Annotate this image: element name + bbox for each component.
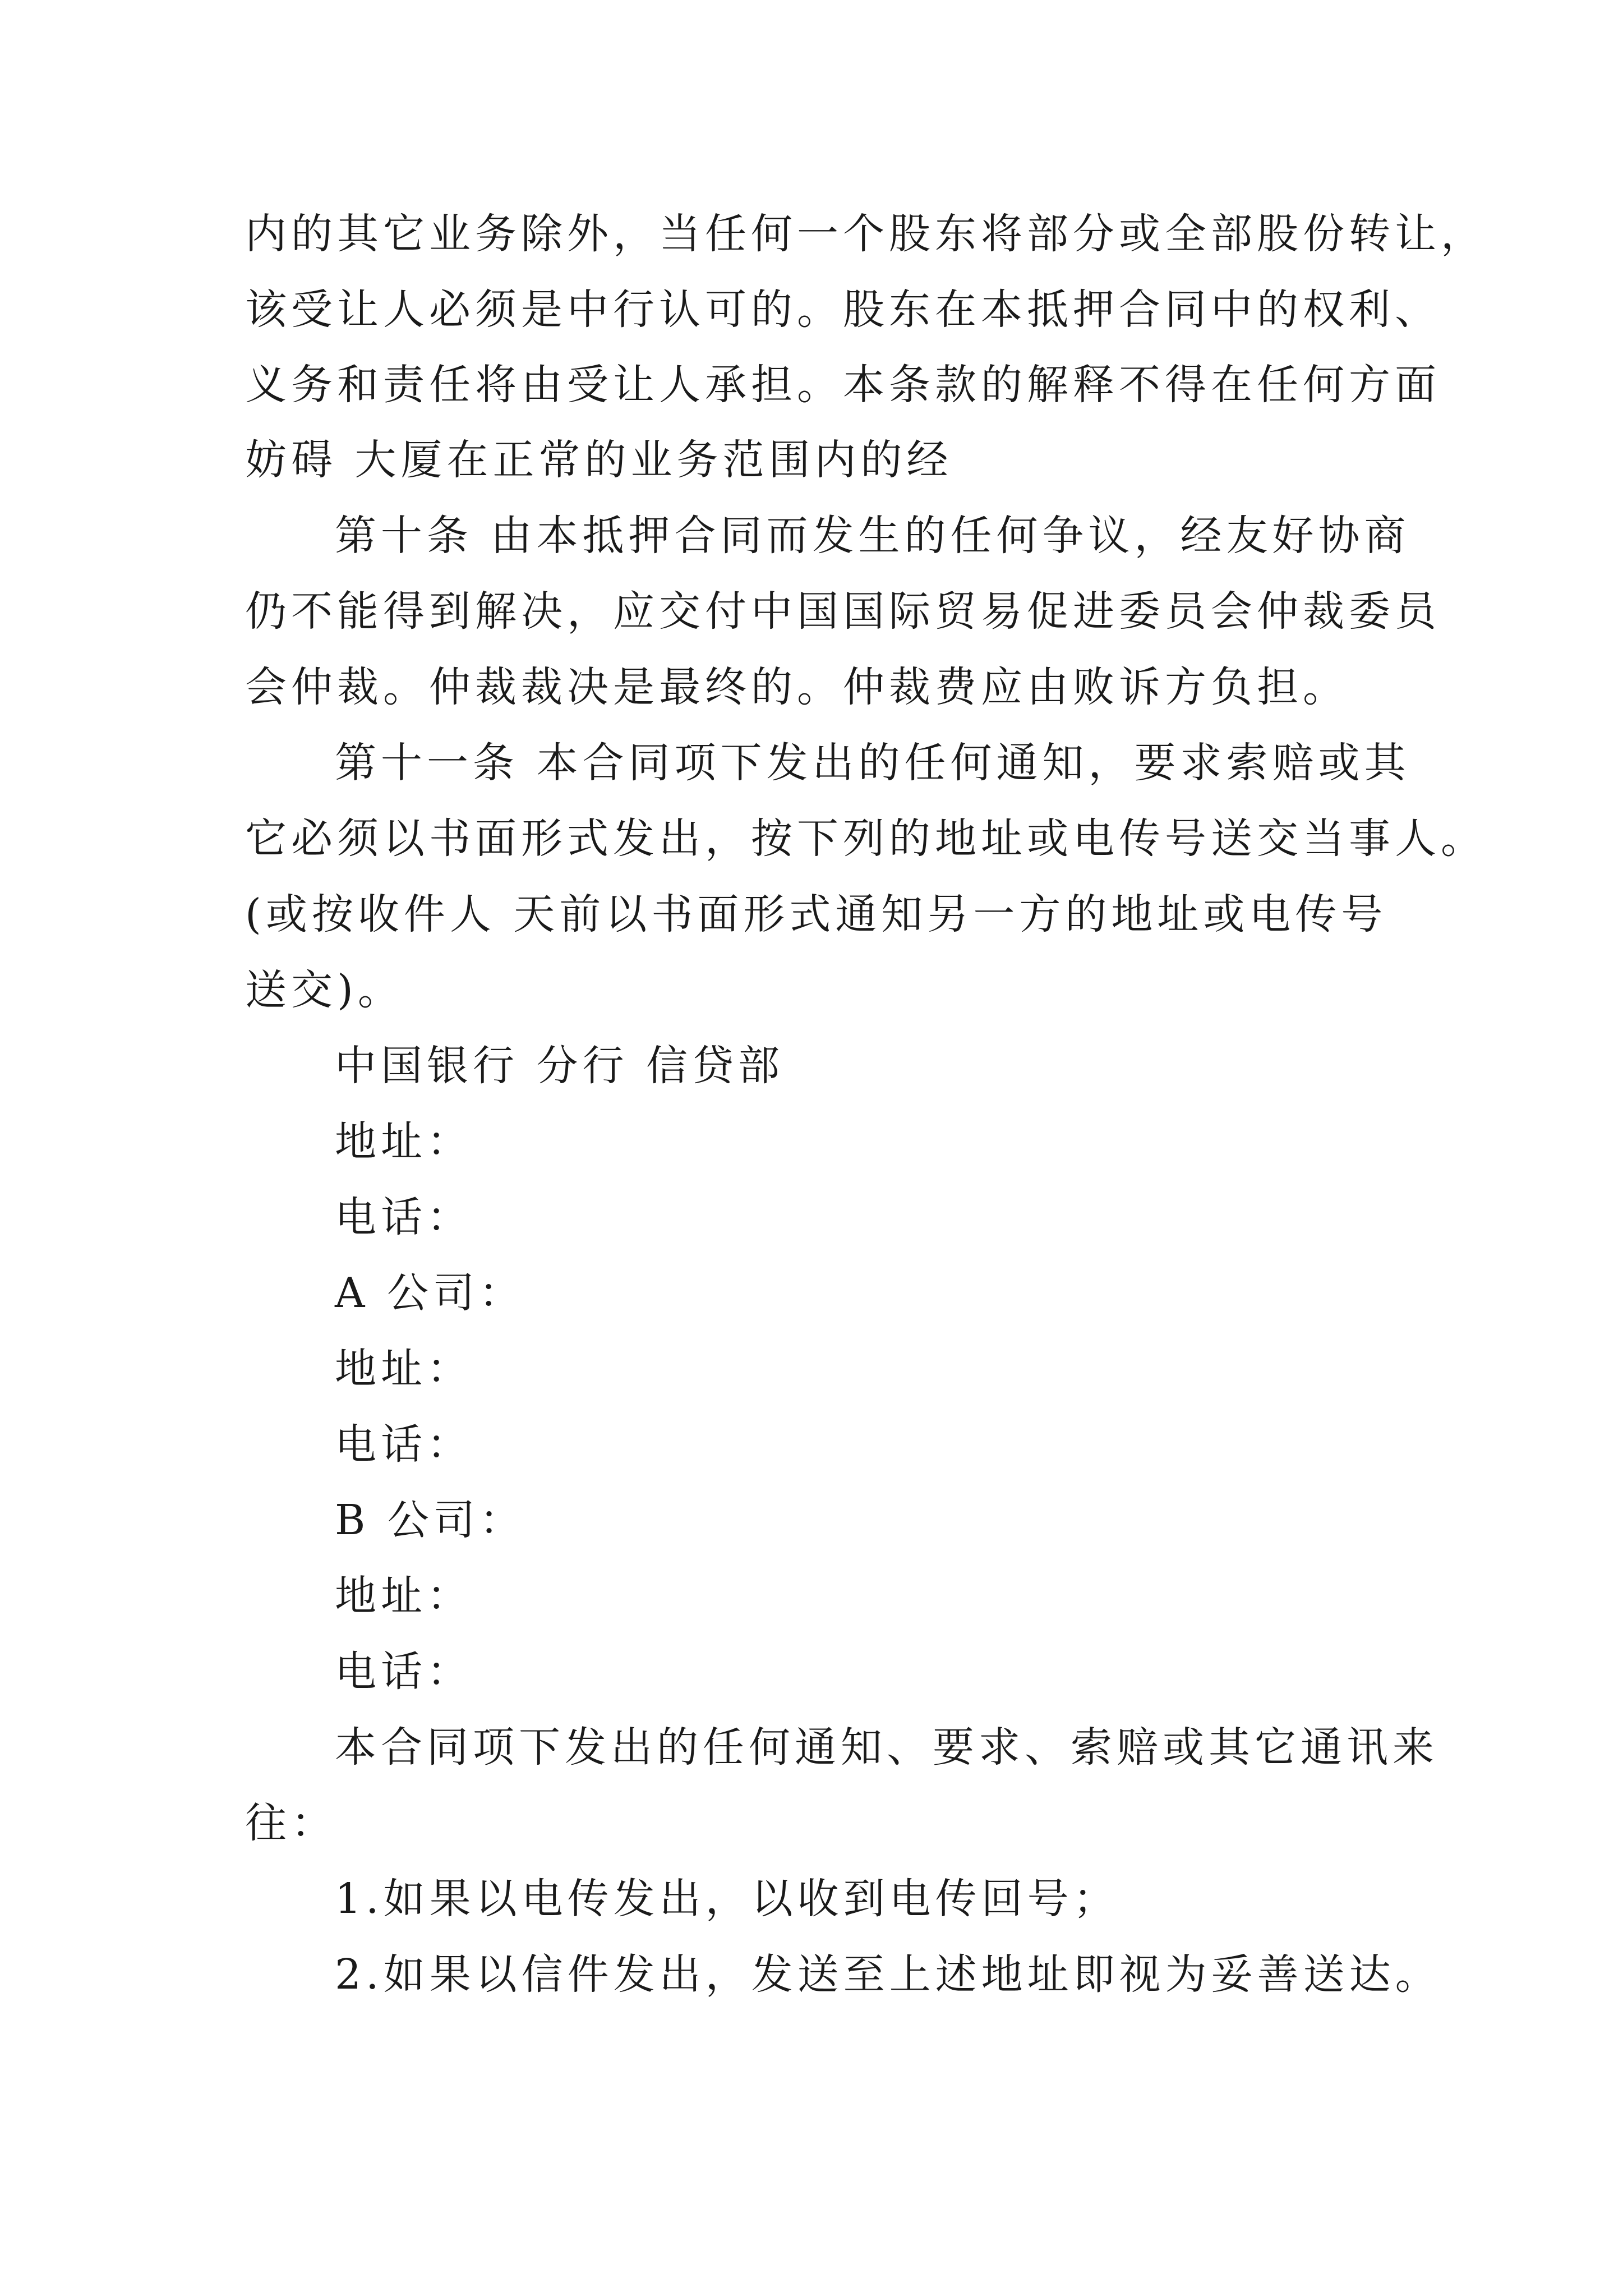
bank-phone-label: 电话： <box>335 1193 473 1241</box>
text-line-2: 该受让人必须是中行认可的。股东在本抵押合同中的权利、 <box>245 286 1441 334</box>
notice-paragraph-line-2: 往： <box>245 1799 337 1847</box>
notice-item-2: 2.如果以信件发出，发送至上述地址即视为妥善送达。 <box>335 1950 1441 1999</box>
text-line-7: 会仲裁。仲裁裁决是最终的。仲裁费应由败诉方负担。 <box>245 663 1349 711</box>
company-b-label: B 公司： <box>335 1496 525 1544</box>
bank-name-line: 中国银行 分行 信贷部 <box>335 1042 785 1090</box>
company-a-label: A 公司： <box>335 1269 525 1317</box>
text-line-1: 内的其它业务除外，当任何一个股东将部分或全部股份转让， <box>245 210 1487 258</box>
company-a-address-label: 地址： <box>335 1345 473 1393</box>
text-line-9: 它必须以书面形式发出，按下列的地址或电传号送交当事人。 <box>245 815 1487 863</box>
text-line-10: (或按收件人 天前以书面形式通知另一方的地址或电传号 <box>245 890 1387 938</box>
text-line-3: 义务和责任将由受让人承担。本条款的解释不得在任何方面 <box>245 361 1441 409</box>
company-a-phone-label: 电话： <box>335 1420 473 1469</box>
company-b-phone-label: 电话： <box>335 1648 473 1696</box>
text-line-4: 妨碍 大厦在正常的业务范围内的经 <box>245 436 953 484</box>
bank-address-label: 地址： <box>335 1117 473 1166</box>
text-line-11: 送交)。 <box>245 966 404 1014</box>
text-line-6: 仍不能得到解决，应交付中国国际贸易促进委员会仲裁委员 <box>245 587 1441 636</box>
company-b-address-label: 地址： <box>335 1572 473 1620</box>
article-10-heading-line: 第十条 由本抵押合同而发生的任何争议，经友好协商 <box>335 512 1410 560</box>
notice-paragraph-line-1: 本合同项下发出的任何通知、要求、索赔或其它通讯来 <box>335 1723 1438 1772</box>
article-11-heading-line: 第十一条 本合同项下发出的任何通知，要求索赔或其 <box>335 739 1410 787</box>
notice-item-1: 1.如果以电传发出，以收到电传回号； <box>335 1875 1119 1923</box>
